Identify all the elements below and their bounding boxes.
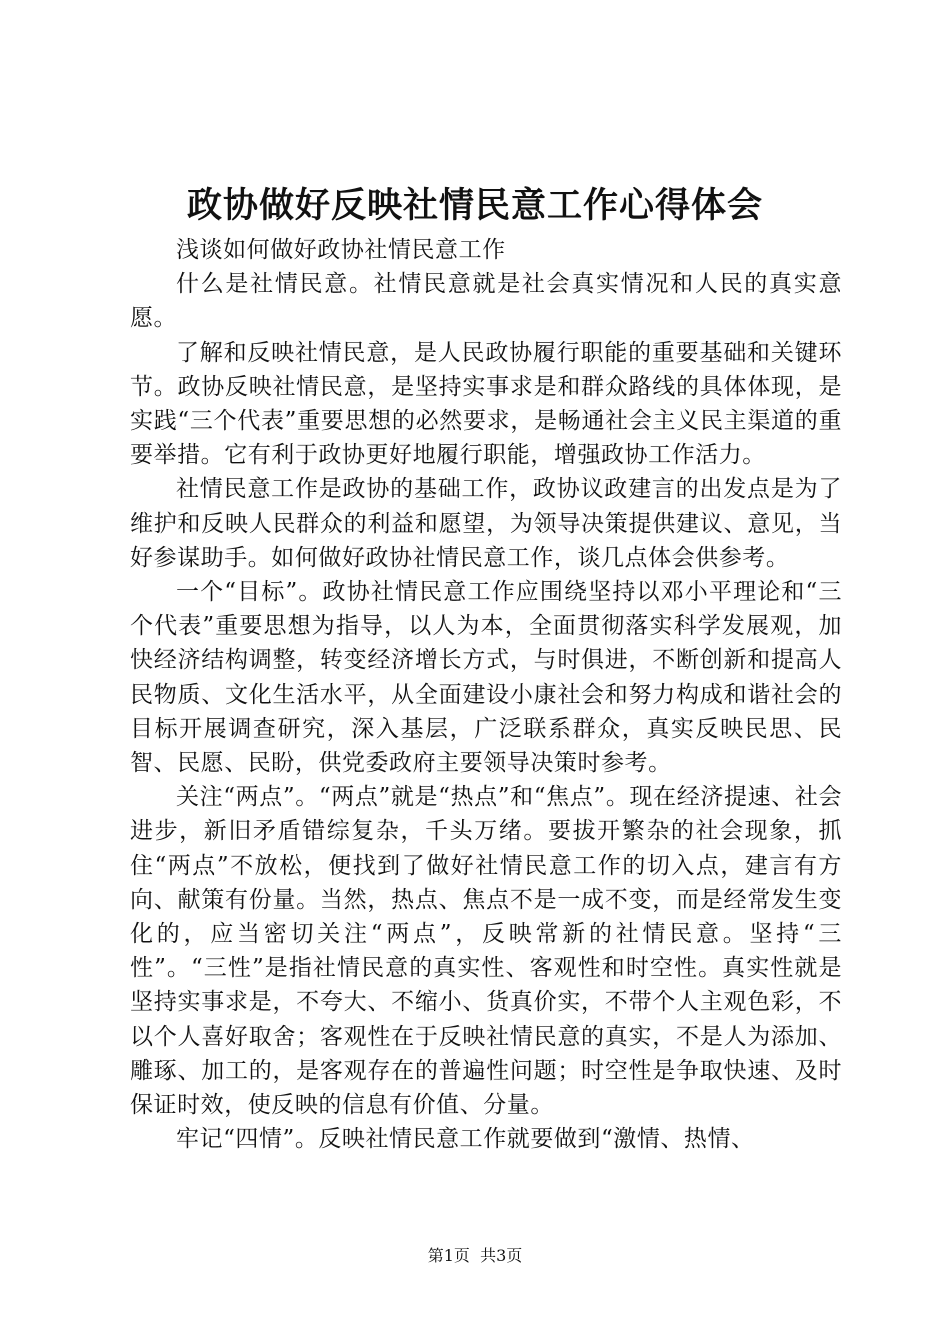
page-footer xyxy=(0,1245,950,1267)
paragraph: 一个“目标”。政协社情民意工作应围绕坚持以邓小平理论和“三个代表”重要思想为指导，以人为本，全面贯彻落实科学发展观，加快经济结构调整，转变经济增长方式，与时俱进，不断创新和提高人民物质、文化生活水平，从全面建设小康社会和努力构成和谐社会的目标开展调查研究，深入基层，广泛联系群众，真实反映民思、民智、民愿、民盼，供党委政府主要领导决策时参考。 xyxy=(130,579,842,777)
page-number: 第1页 xyxy=(427,1246,470,1265)
paragraph: 了解和反映社情民意，是人民政协履行职能的重要基础和关键环节。政协反映社情民意，是坚持实事求是和群众路线的具体体现，是实践“三个代表”重要思想的必然要求，是畅通社会主义民主渠道的重要举措。它有利于政协更好地履行职能，增强政协工作活力。 xyxy=(130,339,842,469)
document-title: 政协做好反映社情民意工作心得体会 xyxy=(186,185,763,226)
paragraph: 关注“两点”。“两点”就是“热点”和“焦点”。现在经济提速、社会进步，新旧矛盾错综复杂，千头万绪。要拔开繁杂的社会现象，抓住“两点”不放松，便找到了做好社情民意工作的切入点，建言有方向、献策有份量。当然，热点、焦点不是一成不变，而是经常发生变化的，应当密切关注“两点”，反映常新的社情民意。坚持“三性”。“三性”是指社情民意的真实性、客观性和时空性。真实性就是坚持实事求是，不夸大、不缩小、货真价实，不带个人主观色彩，不以个人喜好取舍；客观性在于反映社情民意的真实，不是人为添加、雕琢、加工的，是客观存在的普遍性问题；时空性是争取快速、及时保证时效，使反映的信息有价值、分量。 xyxy=(130,784,842,1119)
paragraph: 牢记“四情”。反映社情民意工作就要做到“激情、热情、 xyxy=(176,1126,755,1153)
document-subtitle: 浅谈如何做好政协社情民意工作 xyxy=(176,237,506,263)
paragraph: 社情民意工作是政协的基础工作，政协议政建言的出发点是为了维护和反映人民群众的利益和愿望，为领导决策提供建议、意见，当好参谋助手。如何做好政协社情民意工作，谈几点体会供参考。 xyxy=(130,476,842,571)
paragraph: 什么是社情民意。社情民意就是社会真实情况和人民的真实意愿。 xyxy=(130,271,842,332)
page-total: 共3页 xyxy=(480,1246,523,1265)
document-body xyxy=(130,233,842,1156)
